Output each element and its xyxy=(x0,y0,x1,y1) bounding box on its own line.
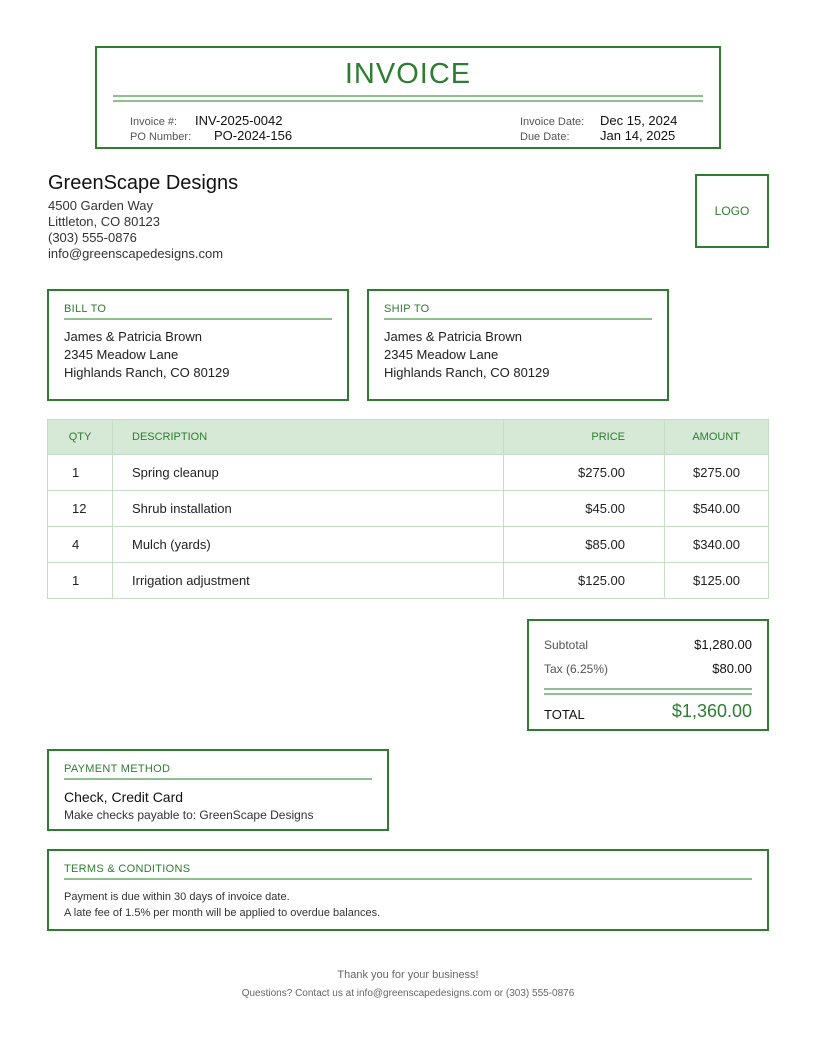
row-price: $275.00 xyxy=(504,455,665,491)
terms-line1: Payment is due within 30 days of invoice date. xyxy=(64,891,290,903)
invoice-date-label: Invoice Date: xyxy=(520,116,585,128)
totals-rule-top xyxy=(544,688,752,690)
row-qty: 4 xyxy=(48,527,113,563)
row-description: Irrigation adjustment xyxy=(113,563,504,599)
company-address-line1: 4500 Garden Way xyxy=(48,198,154,213)
title-rule-bottom xyxy=(113,100,703,102)
table-header-row xyxy=(48,420,769,455)
bill-to-address2: Highlands Ranch, CO 80129 xyxy=(64,365,230,380)
company-email: info@greenscapedesigns.com xyxy=(48,246,224,261)
title-rule-top xyxy=(113,95,703,97)
invoice-title: INVOICE xyxy=(344,58,472,90)
bill-to-label: BILL TO xyxy=(64,303,107,315)
footer-thanks: Thank you for your business! xyxy=(337,969,479,981)
terms-rule xyxy=(64,878,752,880)
company-name: GreenScape Designs xyxy=(48,172,239,194)
ship-to-box xyxy=(367,289,669,401)
subtotal-value: $1,280.00 xyxy=(694,637,752,652)
footer-contact: Questions? Contact us at info@greenscapedesigns.com or (303) 555-0876 xyxy=(241,988,575,999)
payment-method-box xyxy=(47,749,389,831)
row-amount: $540.00 xyxy=(665,491,769,527)
row-qty: 1 xyxy=(48,455,113,491)
total-label: TOTAL xyxy=(544,707,585,722)
po-number: PO-2024-156 xyxy=(214,128,293,143)
col-price: PRICE xyxy=(504,420,665,455)
table-row xyxy=(48,491,769,527)
company-address-line2: Littleton, CO 80123 xyxy=(48,214,161,229)
subtotal-label: Subtotal xyxy=(544,638,589,652)
totals-rule-bottom xyxy=(544,693,752,695)
bill-to-address1: 2345 Meadow Lane xyxy=(64,347,179,362)
terms-label: TERMS & CONDITIONS xyxy=(64,863,191,875)
col-amount: AMOUNT xyxy=(665,420,769,455)
ship-to-rule xyxy=(384,318,652,320)
terms-box xyxy=(47,849,769,931)
row-amount: $125.00 xyxy=(665,563,769,599)
logo-placeholder xyxy=(695,174,769,248)
ship-to-address2: Highlands Ranch, CO 80129 xyxy=(384,365,550,380)
row-amount: $275.00 xyxy=(665,455,769,491)
bill-to-rule xyxy=(64,318,332,320)
row-qty: 12 xyxy=(48,491,113,527)
tax-value: $80.00 xyxy=(712,661,752,676)
payment-method-label: PAYMENT METHOD xyxy=(64,763,171,775)
row-price: $125.00 xyxy=(504,563,665,599)
line-items-table xyxy=(47,419,769,599)
row-description: Mulch (yards) xyxy=(113,527,504,563)
invoice-number-label: Invoice #: xyxy=(130,116,178,128)
totals-box xyxy=(527,619,769,731)
logo-text: LOGO xyxy=(714,204,750,218)
tax-label: Tax (6.25%) xyxy=(544,662,609,676)
due-date: Jan 14, 2025 xyxy=(600,128,676,143)
table-row xyxy=(48,527,769,563)
bill-to-box xyxy=(47,289,349,401)
invoice-number: INV-2025-0042 xyxy=(195,113,283,128)
row-price: $85.00 xyxy=(504,527,665,563)
row-description: Spring cleanup xyxy=(113,455,504,491)
ship-to-name: James & Patricia Brown xyxy=(384,329,522,344)
due-date-label: Due Date: xyxy=(520,131,570,143)
payable-to: Make checks payable to: GreenScape Designs xyxy=(64,808,314,822)
invoice-header xyxy=(95,46,721,149)
row-price: $45.00 xyxy=(504,491,665,527)
row-description: Shrub installation xyxy=(113,491,504,527)
payment-method-rule xyxy=(64,778,372,780)
total-value: $1,360.00 xyxy=(671,701,752,721)
col-description: DESCRIPTION xyxy=(113,420,504,455)
payment-methods: Check, Credit Card xyxy=(64,789,184,805)
table-row xyxy=(48,563,769,599)
po-number-label: PO Number: xyxy=(130,131,192,143)
terms-line2: A late fee of 1.5% per month will be applied to overdue balances. xyxy=(64,907,381,919)
col-qty: QTY xyxy=(48,420,113,455)
company-phone: (303) 555-0876 xyxy=(48,230,137,245)
ship-to-label: SHIP TO xyxy=(384,303,430,315)
row-amount: $340.00 xyxy=(665,527,769,563)
row-qty: 1 xyxy=(48,563,113,599)
ship-to-address1: 2345 Meadow Lane xyxy=(384,347,499,362)
table-row xyxy=(48,455,769,491)
invoice-date: Dec 15, 2024 xyxy=(600,113,678,128)
bill-to-name: James & Patricia Brown xyxy=(64,329,202,344)
